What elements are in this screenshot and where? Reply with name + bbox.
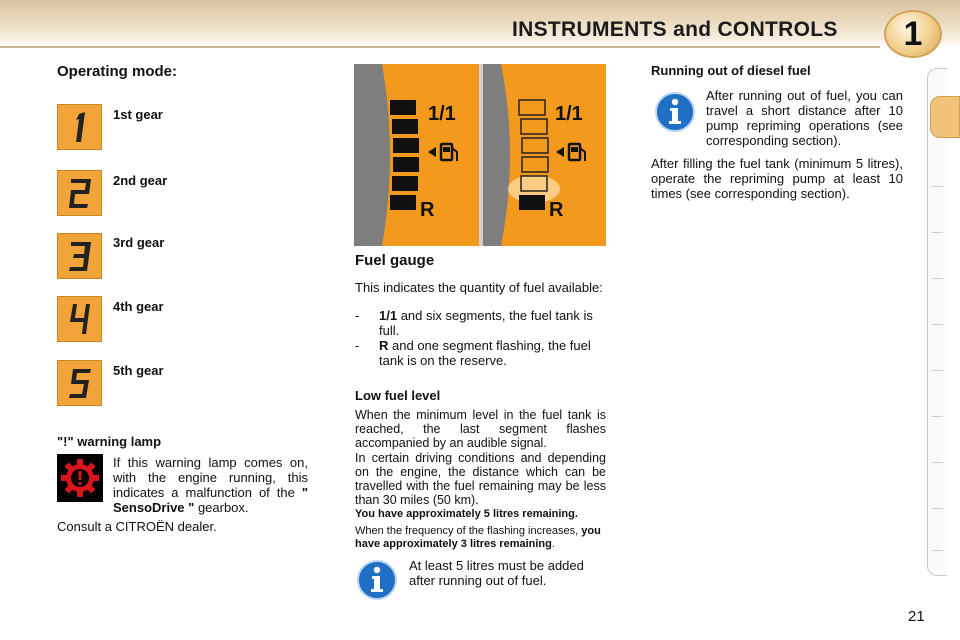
page-number: 21	[908, 608, 925, 625]
fuel-gauge-heading: Fuel gauge	[355, 252, 435, 269]
info-icon	[357, 560, 397, 600]
tab-divider	[931, 462, 943, 463]
gear-3-display-icon	[57, 233, 102, 279]
warning-lamp-heading: "!" warning lamp	[57, 434, 162, 449]
warning-lamp-text: If this warning lamp comes on, with the engine running, this indicates a malfunction of the	[113, 455, 308, 500]
item-full-key: 1/1	[379, 308, 398, 323]
chapter-tab-strip	[927, 68, 947, 576]
fuel-gauge-reserve-graphic	[483, 64, 606, 246]
fuel-gauge-item-reserve	[379, 338, 604, 368]
fuel-gauge-item-full	[379, 308, 604, 338]
info-icon	[655, 92, 695, 132]
gear-5-display-icon	[57, 360, 102, 406]
tab-divider	[931, 232, 943, 233]
low-fuel-heading: Low fuel level	[355, 388, 441, 403]
gauge-reserve-label: R	[549, 199, 564, 221]
low-fuel-paragraph-1: When the minimum level in the fuel tank is reached, the last segment flashes accompanied by an audible signal.	[355, 408, 606, 450]
tab-divider	[931, 370, 943, 371]
gear-4-label: 4th gear	[113, 299, 164, 314]
chapter-tab-active[interactable]	[930, 96, 960, 138]
page-title: INSTRUMENTS and CONTROLS	[512, 18, 838, 41]
low-fuel-paragraph-4	[355, 525, 606, 551]
gauge-reserve-label: R	[420, 199, 435, 221]
tab-divider	[931, 550, 943, 551]
diesel-paragraph-2: After filling the fuel tank (minimum 5 litres), operate the repriming pump at least 10 times (see corresponding section).	[651, 156, 903, 201]
digit-3-icon	[65, 238, 95, 274]
fuel-gauge-full-graphic	[354, 64, 479, 246]
gauge-full-label: 1/1	[428, 103, 456, 125]
low-fuel-paragraph-2: In certain driving conditions and depending on the engine, the distance which can be travelled with the fuel remaining may be less than 30 miles (50 km).	[355, 451, 606, 507]
item-full-text: and six segments, the fuel tank is full.	[379, 308, 593, 338]
low-fuel-5-litres: You have approximately 5 litres remaining.	[355, 508, 578, 520]
gear-warning-icon	[57, 454, 103, 502]
gauge-full-label: 1/1	[555, 103, 583, 125]
consult-dealer-text: Consult a CITROËN dealer.	[57, 519, 217, 534]
tab-divider	[931, 278, 943, 279]
fuel-gauge-reserve-image	[483, 64, 606, 246]
fuel-gauge-full-image	[354, 64, 479, 246]
tab-divider	[931, 508, 943, 509]
warning-lamp-icon-box	[57, 454, 103, 502]
tab-divider	[931, 186, 943, 187]
info-note-refuel: At least 5 litres must be added after running out of fuel.	[409, 558, 584, 588]
gear-2-display-icon	[57, 170, 102, 216]
sensodrive-name: " SensoDrive "	[113, 485, 308, 515]
list-dash: -	[355, 338, 360, 353]
tab-divider	[931, 324, 943, 325]
digit-5-icon	[65, 365, 95, 401]
digit-2-icon	[65, 175, 95, 211]
warning-lamp-description	[113, 455, 308, 515]
gear-4-display-icon	[57, 296, 102, 342]
warning-lamp-suffix: gearbox.	[197, 500, 249, 515]
low-fuel-period: .	[551, 538, 555, 550]
list-dash: -	[355, 308, 360, 323]
digit-1-icon	[65, 109, 95, 145]
item-reserve-text: and one segment flashing, the fuel tank is on the reserve.	[379, 338, 591, 368]
diesel-heading: Running out of diesel fuel	[651, 63, 811, 78]
gear-2-label: 2nd gear	[113, 173, 168, 188]
operating-mode-heading: Operating mode:	[57, 63, 178, 80]
gear-1-label: 1st gear	[113, 107, 163, 122]
gear-3-label: 3rd gear	[113, 235, 165, 250]
diesel-paragraph-1: After running out of fuel, you can travel a short distance after 10 pump repriming operations (see corresponding section).	[706, 88, 903, 148]
low-fuel-3-litres: you have approximately 3 litres remaining	[355, 525, 601, 550]
low-fuel-frequency-text: When the frequency of the flashing increases,	[355, 525, 579, 537]
gear-1-display-icon	[57, 104, 102, 150]
fuel-gauge-intro: This indicates the quantity of fuel available:	[355, 280, 603, 295]
chapter-badge: 1	[884, 10, 942, 58]
gear-5-label: 5th gear	[113, 363, 164, 378]
item-reserve-key: R	[379, 338, 389, 353]
digit-4-icon	[65, 301, 95, 337]
tab-divider	[931, 416, 943, 417]
header-divider	[0, 46, 880, 48]
